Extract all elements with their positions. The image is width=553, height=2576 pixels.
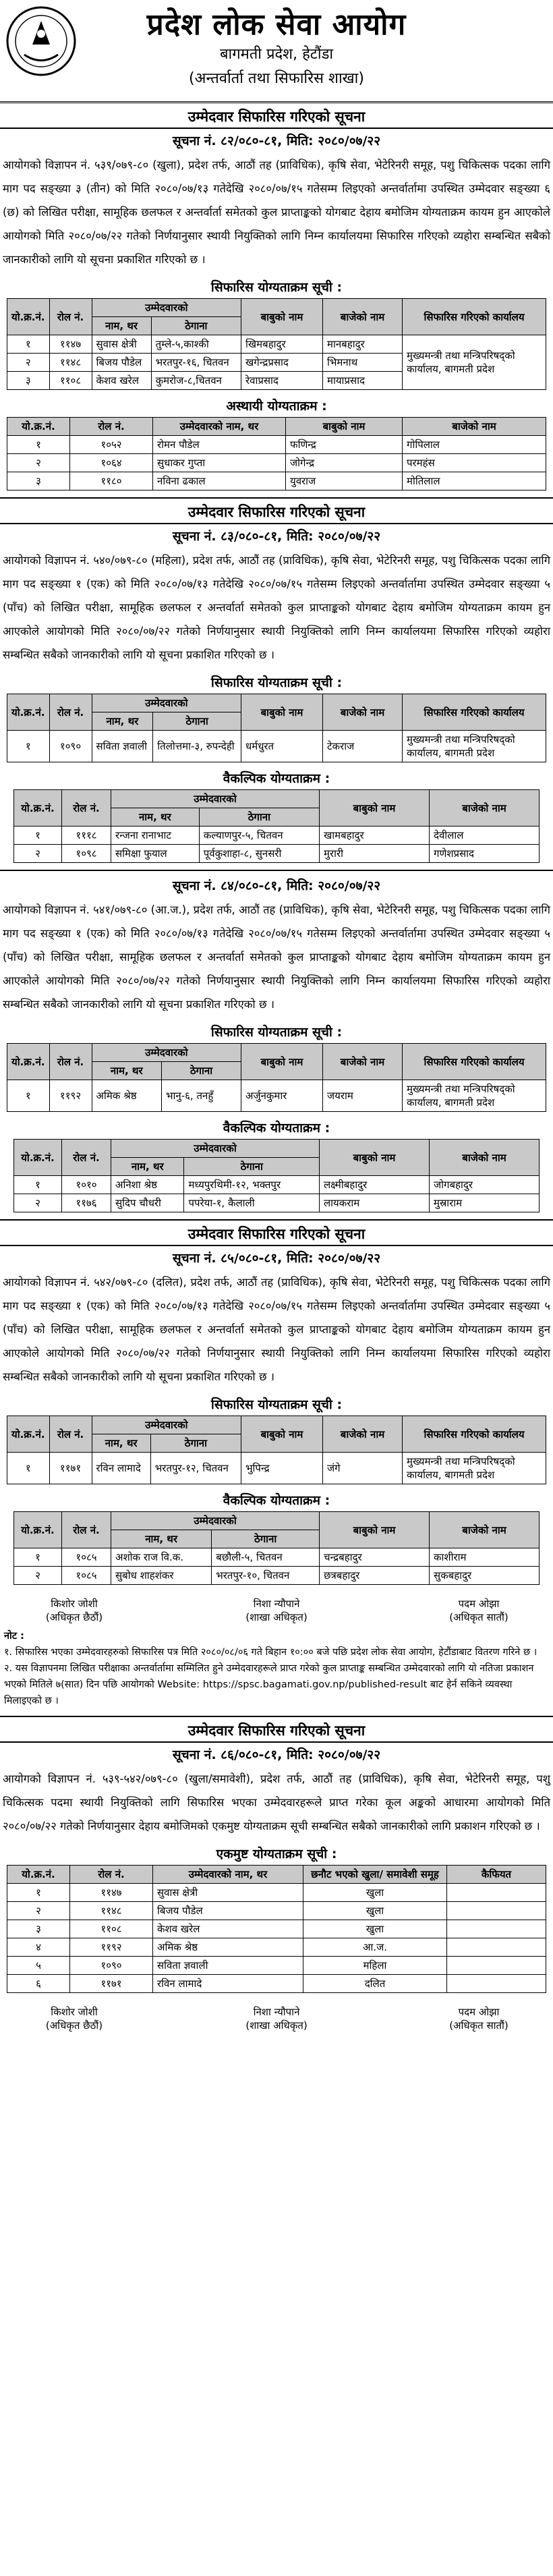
table-row [7, 1957, 546, 1975]
col-grandfather: बाजेको नाम [323, 1416, 403, 1453]
table-row [14, 827, 540, 845]
cell-roll: ११९२ [70, 1938, 153, 1957]
col-father: बाबुको नाम [320, 790, 430, 827]
signature-row [7, 2005, 546, 2032]
col-sn: यो.क्र.नं. [14, 1140, 62, 1176]
cell-sn: १ [7, 1884, 70, 1902]
notice-title: उम्मेदवार सिफारिस गरिएको सूचना [187, 109, 366, 125]
notice-paragraph: आयोगको विज्ञापन नं. ५३९/०७९-८० (खुला), प्रदेश तर्फ, आठौं तह (प्राविधिक), कृषि सेवा, भेटेरिनरी समूह, पशु चिकित्सक पदका लागि माग पद सङ्ख्या ३ (तीन) को मिति २०८०/०७/१३ गतेदेखि २०८०/०७/१५ गतेसम्म लिइएको अन्तर्वार्तामा उपस्थित उम्मेदवार सङ्ख्या ६ (छ) को लिखित परीक्षा, सामूहिक छलफल र अन्तर्वार्ता समेतको कुल प्राप्ताङ्कको योगबाट देहाय बमोजिम योग्यताक्रम कायम हुन आएकोले आयोगको मिति २०८०/०७/२२ गतेको निर्णयानुसार स्थायी नियुक्तिको लागि निम्न कार्यालयमा सिफारिस गरिएको व्यहोरा सम्बन्धित सबैको जानकारीको लागि यो सूचना प्रकाशित गरिएको छ । [3, 159, 550, 266]
cell-address: कुमरोज-८,चितवन [151, 372, 241, 390]
cell-category: दलित [303, 1975, 447, 1993]
col-candidate: उम्मेदवारको [92, 694, 241, 712]
cell-sn: १ [7, 731, 50, 762]
col-candidate: उम्मेदवारको [111, 790, 320, 808]
divider [0, 1245, 553, 1246]
notice-number: सूचना नं. ८२/०८०-८१, मिति: २०८०/०७/२२ [172, 134, 381, 148]
col-name: नाम, थर [111, 1158, 184, 1176]
table-caption: सिफारिस योग्यताक्रम सूची : [210, 1397, 343, 1412]
signature-block [7, 2005, 142, 2032]
notice-83 [0, 503, 553, 871]
col-candidate: उम्मेदवारको [92, 1044, 241, 1062]
cell-sn: १ [14, 1548, 62, 1567]
col-roll: रोल नं. [49, 694, 92, 731]
table-row [7, 731, 546, 762]
cell-father: खगेन्द्रप्रसाद [241, 354, 323, 372]
temporary-merit-table [7, 417, 546, 491]
cell-category: खुला [303, 1920, 447, 1938]
signatory-name: निशा न्यौपाने [253, 1598, 300, 1610]
alternate-merit-table [13, 789, 540, 863]
table-header-row [14, 1512, 540, 1530]
cell-father: लक्ष्मीबहादुर [320, 1176, 430, 1194]
cell-sn: २ [14, 1567, 62, 1585]
col-father: बाबुको नाम [241, 694, 323, 731]
cell-grandfather: देवीलाल [430, 827, 540, 845]
cell-address: तिलोत्तमा-३, रुपन्देही [153, 731, 241, 762]
cell-name: रन्जना रानाभाट [111, 827, 200, 845]
cell-father: रेवाप्रसाद [241, 372, 323, 390]
cell-father: चन्द्रबहादुर [320, 1548, 430, 1567]
cell-roll: ११७१ [49, 1453, 92, 1484]
divider [0, 523, 553, 524]
notice-number: सूचना नं. ८५/०८०-८१, मिति: २०८०/०७/२२ [172, 1251, 381, 1266]
cell-sn: ३ [7, 472, 70, 491]
cell-remarks [447, 1975, 546, 1993]
combined-merit-table [7, 1865, 546, 1993]
col-grandfather: बाजेको नाम [430, 790, 540, 827]
table-header-row [7, 299, 546, 317]
note-item: २. यस विज्ञापनमा लिखित परीक्षाका अन्तर्वार्तामा सम्मिलित हुने उम्मेदवारहरूले प्राप्त गरेको कुल प्राप्ताङ्क सम्बन्धित उम्मेदवारको लागि यो नतिजा प्रकाशन भएको मितिले ७(सात) दिन पछि आयोगको Website: https://spsc.bagamati.gov.np/published-result बाट हेर्न सकिने व्यवस्था मिलाइएको छ । [4, 1663, 534, 1706]
cell-name: सुवास क्षेत्री [92, 335, 151, 354]
table-row [14, 845, 540, 863]
notice-85 [0, 1225, 553, 1717]
cell-grandfather: जयराम [323, 1080, 403, 1112]
notice-paragraph: आयोगको विज्ञापन नं. ५४१/०७९-८० (आ.ज.), प्रदेश तर्फ, आठौं तह (प्राविधिक), कृषि सेवा, भेटेरिनरी समूह, पशु चिकित्सक पदका लागि माग पद सङ्ख्या १ (एक) को मिति २०८०/०७/१३ गतेदेखि २०८०/०७/१५ गतेसम्म लिइएको अन्तर्वार्तामा उपस्थित उम्मेदवार सङ्ख्या ५ (पाँच) को लिखित परीक्षा, सामूहिक छलफल र अन्तर्वार्ता समेतको कुल प्राप्ताङ्कको योगबाट देहाय बमोजिम योग्यताक्रम कायम हुन आएकोले आयोगको मिति २०८०/०७/२२ गतेको निर्णयानुसार स्थायी नियुक्तिको लागि निम्न कार्यालयमा सिफारिस गरिएको व्यहोरा सम्बन्धित सबैको जानकारीको लागि यो सूचना प्रकाशित गरिएको छ । [3, 903, 550, 1011]
table-row [7, 335, 546, 354]
recommendation-table [7, 694, 546, 762]
cell-sn: २ [14, 845, 62, 863]
cell-roll: १०९० [70, 1957, 153, 1975]
col-candidate: उम्मेदवारको [92, 1416, 241, 1434]
cell-address: पपरेया-१, कैलाली [184, 1194, 320, 1212]
cell-category: खुला [303, 1884, 447, 1902]
col-roll: रोल नं. [49, 1044, 92, 1080]
cell-roll: १११८ [62, 827, 111, 845]
table-row [14, 1194, 540, 1212]
cell-office: मुख्यमन्त्री तथा मन्त्रिपरिषद्को कार्यालय, बागमती प्रदेश [403, 1453, 546, 1484]
cell-father: लायकराम [320, 1194, 430, 1212]
cell-sn: १ [14, 827, 62, 845]
col-category: छनौट भएको खुला/ समावेशी समूह [303, 1866, 447, 1884]
cell-father: फणिन्द्र [286, 436, 403, 454]
notice-paragraph: आयोगको विज्ञापन नं. ५४०/०७९-८० (महिला), प्रदेश तर्फ, आठौं तह (प्राविधिक), कृषि सेवा, भेटेरिनरी समूह, पशु चिकित्सक पदका लागि माग पद सङ्ख्या १ (एक) को मिति २०८०/०७/१३ गतेदेखि २०८०/०७/१५ गतेसम्म लिइएको अन्तर्वार्तामा उपस्थित उम्मेदवार सङ्ख्या ५ (पाँच) को लिखित परीक्षा, सामूहिक छलफल र अन्तर्वार्ता समेतको कुल प्राप्ताङ्कको योगबाट देहाय बमोजिम योग्यताक्रम कायम हुन आएकोले आयोगको मिति २०८०/०७/२२ गतेको निर्णयानुसार स्थायी नियुक्तिको लागि निम्न कार्यालयमा सिफारिस गरिएको व्यहोरा सम्बन्धित सबैको जानकारीको लागि यो सूचना प्रकाशित गरिएको छ । [3, 554, 550, 661]
notice-title: उम्मेदवार सिफारिस गरिएको सूचना [187, 504, 366, 520]
table-header-row [7, 1416, 546, 1434]
cell-sn: ३ [7, 1920, 70, 1938]
province-line: बागमती प्रदेश, हेटौंडा [219, 46, 334, 63]
cell-office: मुख्यमन्त्री तथा मन्त्रिपरिषद्को कार्यालय, बागमती प्रदेश [403, 1080, 546, 1112]
cell-name: समिक्षा फुयाल [111, 845, 200, 863]
cell-address: मध्यपुरथिमी-१२, भक्तपुर [184, 1176, 320, 1194]
cell-grandfather: जोगबहादुर [430, 1176, 540, 1194]
col-father: बाबुको नाम [320, 1140, 430, 1176]
table-row [7, 1920, 546, 1938]
cell-address: पूर्वकुशाहा-८, सुनसरी [199, 845, 319, 863]
table-row [7, 454, 546, 472]
notice-number: सूचना नं. ८४/०८०-८१, मिति: २०८०/०७/२२ [172, 878, 381, 893]
cell-father: खामबहादुर [320, 827, 430, 845]
col-roll: रोल नं. [62, 1140, 111, 1176]
notice-title: उम्मेदवार सिफारिस गरिएको सूचना [187, 1723, 366, 1739]
cell-father: भुपिन्द्र [241, 1453, 323, 1484]
cell-roll: ११४७ [49, 335, 92, 354]
cell-remarks [447, 1920, 546, 1938]
cell-address: तुम्ले-५,काश्की [151, 335, 241, 354]
cell-grandfather: सुकबहादुर [430, 1567, 540, 1585]
cell-roll: १०९८ [62, 845, 111, 863]
cell-grandfather: गोपिलाल [403, 436, 546, 454]
cell-address: भरतपुर-१०, चितवन [212, 1567, 320, 1585]
table-caption: सिफारिस योग्यताक्रम सूची : [210, 1025, 343, 1040]
notes-block [4, 1628, 549, 1709]
col-name: नाम, थर [92, 712, 153, 731]
table-row [7, 472, 546, 491]
signature-block [411, 1597, 546, 1624]
cell-grandfather: गणेशप्रसाद [430, 845, 540, 863]
signatory-role: (अधिकृत सातौं) [449, 1611, 508, 1623]
cell-remarks [447, 1884, 546, 1902]
cell-roll: १०६४ [70, 454, 153, 472]
cell-roll: ११०८ [49, 372, 92, 390]
col-address: ठेगाना [161, 1062, 241, 1080]
divider [0, 1741, 553, 1743]
cell-grandfather: परमहंस [403, 454, 546, 472]
cell-name: बिजय पौडेल [153, 1902, 303, 1920]
cell-address: भानु-६, तनहुँ [161, 1080, 241, 1112]
cell-address: बछौली-५, चितवन [212, 1548, 320, 1567]
table-row [7, 1884, 546, 1902]
col-name: उम्मेदवारको नाम, थर [153, 418, 286, 436]
signatory-name: किशोर जोशी [51, 2006, 98, 2018]
branch-line: (अन्तर्वार्ता तथा सिफारिस शाखा) [189, 70, 364, 87]
cell-sn: १ [7, 1080, 50, 1112]
table-row [14, 1567, 540, 1585]
divider [0, 128, 553, 129]
cell-roll: ११४८ [70, 1902, 153, 1920]
col-sn: यो.क्र.नं. [7, 1866, 70, 1884]
col-address: ठेगाना [150, 1434, 241, 1453]
col-grandfather: बाजेको नाम [323, 299, 403, 335]
cell-name: सुधाकर गुप्ता [153, 454, 286, 472]
cell-name: अनिशा श्रेष्ठ [111, 1176, 184, 1194]
cell-office: मुख्यमन्त्री तथा मन्त्रिपरिषद्को कार्यालय, बागमती प्रदेश [403, 335, 546, 390]
cell-category: खुला [303, 1902, 447, 1920]
notice-title: उम्मेदवार सिफारिस गरिएको सूचना [187, 1226, 366, 1242]
cell-sn: १ [14, 1176, 62, 1194]
cell-roll: ११४७ [70, 1884, 153, 1902]
col-grandfather: बाजेको नाम [430, 1140, 540, 1176]
table-header-row [7, 1044, 546, 1062]
cell-name: रोमन पौडेल [153, 436, 286, 454]
cell-father: मुरारी [320, 845, 430, 863]
cell-category: महिला [303, 1957, 447, 1975]
note-item: १. सिफारिस भएका उम्मेदवारहरुको सिफारिस पत्र मिति २०८०/०८/०६ गते बिहान १०:०० बजे पछि प्रदेश लोक सेवा आयोग, हेटौंडाबाट वितरण गरिने छ । [4, 1647, 537, 1658]
notice-84 [0, 876, 553, 1221]
cell-father: अर्जुनकुमार [241, 1080, 323, 1112]
notice-86 [0, 1721, 553, 2039]
col-father: बाबुको नाम [320, 1512, 430, 1548]
col-name: नाम, थर [111, 1530, 212, 1548]
cell-roll: १०८५ [62, 1548, 111, 1567]
notice-paragraph: आयोगको विज्ञापन नं. ५४२/०७९-८० (दलित), प्रदेश तर्फ, आठौं तह (प्राविधिक), कृषि सेवा, भेटेरिनरी समूह, पशु चिकित्सक पदका लागि माग पद सङ्ख्या १ (एक) को मिति २०८०/०७/१३ गतेदेखि २०८०/०७/१५ गतेसम्म लिइएको अन्तर्वार्तामा उपस्थित उम्मेदवार सङ्ख्या ५ (पाँच) को लिखित परीक्षा, सामूहिक छलफल र अन्तर्वार्ता समेतको कुल प्राप्ताङ्कको योगबाट देहाय बमोजिम योग्यताक्रम कायम हुन आएकोले आयोगको मिति २०८०/०७/२२ गतेको निर्णयानुसार स्थायी नियुक्तिको लागि निम्न कार्यालयमा सिफारिस गरिएको व्यहोरा सम्बन्धित सबैको जानकारीको लागि यो सूचना प्रकाशित गरिएको छ । [3, 1276, 550, 1383]
cell-roll: १०९० [49, 731, 92, 762]
signature-block [411, 2005, 546, 2032]
notice-number: सूचना नं. ८३/०८०-८१, मिति: २०८०/०७/२२ [172, 529, 381, 544]
cell-name: सविता ज्ञवाली [153, 1957, 303, 1975]
notice-number: सूचना नं. ८६/०८०-८१, मिति: २०८०/०७/२२ [172, 1747, 381, 1762]
col-address: ठेगाना [184, 1158, 320, 1176]
col-remarks: कैफियत [447, 1866, 546, 1884]
col-grandfather: बाजेको नाम [323, 694, 403, 731]
signatory-role: (शाखा अधिकृत) [245, 2019, 308, 2032]
col-address: ठेगाना [153, 712, 241, 731]
col-roll: रोल नं. [70, 418, 153, 436]
col-candidate: उम्मेदवारको [92, 299, 241, 317]
signatory-role: (अधिकृत सातौं) [449, 2019, 508, 2032]
cell-sn: २ [14, 1194, 62, 1212]
cell-name: सुदिप चौधरी [111, 1194, 184, 1212]
signatory-name: पदम ओझा [458, 2006, 500, 2018]
cell-roll: १०५२ [70, 436, 153, 454]
cell-sn: २ [7, 354, 50, 372]
col-office: सिफारिस गरिएको कार्यालय [403, 299, 546, 335]
col-name: नाम, थर [92, 317, 151, 335]
cell-name: बिजय पौडेल [92, 354, 151, 372]
alt-caption: वैकल्पिक योग्यताक्रम : [223, 1121, 330, 1136]
col-name: नाम, थर [92, 1062, 161, 1080]
table-row [14, 1548, 540, 1567]
cell-address: कल्याणपुर-५, चितवन [199, 827, 319, 845]
cell-roll: ११८० [70, 472, 153, 491]
cell-name: रविन लामादे [153, 1975, 303, 1993]
col-roll: रोल नं. [49, 1416, 92, 1453]
col-sn: यो.क्र.नं. [7, 1044, 50, 1080]
col-sn: यो.क्र.नं. [7, 694, 50, 731]
cell-address: भरतपुर-१६, चितवन [151, 354, 241, 372]
cell-category: आ.ज. [303, 1938, 447, 1957]
table-row [7, 1902, 546, 1920]
cell-sn: २ [7, 454, 70, 472]
cell-grandfather: टेकराज [323, 731, 403, 762]
cell-roll: ११४८ [49, 354, 92, 372]
table-header-row [7, 1866, 546, 1884]
col-candidate: उम्मेदवारको [111, 1512, 320, 1530]
signature-block [209, 2005, 344, 2032]
col-name: नाम, थर [111, 808, 200, 827]
alt-caption: वैकल्पिक योग्यताक्रम : [223, 1493, 330, 1508]
cell-sn: १ [7, 436, 70, 454]
table-row [7, 1453, 546, 1484]
cell-remarks [447, 1957, 546, 1975]
cell-grandfather: मानबहादुर [323, 335, 403, 354]
cell-father: छत्रबहादुर [320, 1567, 430, 1585]
cell-name: नविना ढकाल [153, 472, 286, 491]
cell-grandfather: मोतिलाल [403, 472, 546, 491]
col-office: सिफारिस गरिएको कार्यालय [403, 694, 546, 731]
cell-roll: ११७६ [62, 1194, 111, 1212]
col-grandfather: बाजेको नाम [323, 1044, 403, 1080]
alt-caption: वैकल्पिक योग्यताक्रम : [223, 771, 330, 786]
signature-block [7, 1597, 142, 1624]
col-address: ठेगाना [199, 808, 319, 827]
cell-roll: १०१० [62, 1176, 111, 1194]
table-row [7, 1975, 546, 1993]
cell-grandfather: मायाप्रसाद [323, 372, 403, 390]
table-header-row [7, 694, 546, 712]
notice-82 [0, 107, 553, 499]
cell-remarks [447, 1902, 546, 1920]
signatory-role: (शाखा अधिकृत) [245, 1611, 308, 1623]
col-father: बाबुको नाम [241, 299, 323, 335]
col-sn: यो.क्र.नं. [7, 418, 70, 436]
cell-remarks [447, 1938, 546, 1957]
cell-name: अमिक श्रेष्ठ [92, 1080, 161, 1112]
cell-name: अशोक राज वि.क. [111, 1548, 212, 1567]
table-header-row [14, 1140, 540, 1158]
col-sn: यो.क्र.नं. [7, 1416, 50, 1453]
cell-sn: १ [7, 335, 50, 354]
signatory-role: (अधिकृत छैठौं) [45, 2019, 103, 2032]
cell-father: खिमबहादुर [241, 335, 323, 354]
cell-sn: ६ [7, 1975, 70, 1993]
cell-sn: २ [7, 1902, 70, 1920]
cell-father: जोगेन्द्र [286, 454, 403, 472]
col-roll: रोल नं. [49, 299, 92, 335]
cell-father: युवराज [286, 472, 403, 491]
recommendation-table [7, 1416, 546, 1484]
col-grandfather: बाजेको नाम [430, 1512, 540, 1548]
cell-father: धर्मधुरत [241, 731, 323, 762]
cell-sn: ५ [7, 1957, 70, 1975]
col-roll: रोल नं. [62, 1512, 111, 1548]
col-roll: रोल नं. [70, 1866, 153, 1884]
alternate-merit-table [13, 1511, 540, 1585]
table-header-row [7, 418, 546, 436]
cell-sn: १ [7, 1453, 50, 1484]
table-row [14, 1176, 540, 1194]
signatory-role: (अधिकृत छैठौं) [45, 1611, 103, 1623]
notice-paragraph: आयोगको विज्ञापन नं. ५३९-५४२/०७९-८० (खुला/समावेशी), प्रदेश तर्फ, आठौं तह (प्राविधिक), कृषि सेवा, भेटेरिनरी समूह, पशु चिकित्सक पदमा स्थायी नियुक्तिको लागि सिफारिस भएका उम्मेदवारहरूले प्राप्त गरेका कूल अङ्कको आधारमा आयोगको मिति २०८०/०७/२२ गतेको निर्णयानुसार देहाय बमोजिमको एकमुष्ट योग्यताक्रम सूची सम्बन्धित सबैको जानकारीको लागि प्रकाशन गरिएको छ । [3, 1772, 550, 1832]
cell-name: सुवास क्षेत्री [153, 1884, 303, 1902]
alt-caption: अस्थायी योग्यताक्रम : [226, 399, 327, 414]
signature-row [7, 1597, 546, 1624]
cell-roll: ११०८ [70, 1920, 153, 1938]
notes-label: नोट : [4, 1631, 24, 1642]
cell-grandfather: मुस्राराम [430, 1194, 540, 1212]
table-caption: सिफारिस योग्यताक्रम सूची : [210, 675, 343, 690]
cell-grandfather: भिमनाथ [323, 354, 403, 372]
recommendation-table [7, 1043, 546, 1112]
cell-address: भरतपुर-१२, चितवन [150, 1453, 241, 1484]
cell-sn: ४ [7, 1938, 70, 1957]
cell-name: रविन लामादे [92, 1453, 150, 1484]
cell-roll: १०८५ [62, 1567, 111, 1585]
col-office: सिफारिस गरिएको कार्यालय [403, 1044, 546, 1080]
col-name: उम्मेदवारको नाम, थर [153, 1866, 303, 1884]
cell-name: सुबोध शाहशंकर [111, 1567, 212, 1585]
cell-name: सविता ज्ञवाली [92, 731, 153, 762]
col-sn: यो.क्र.नं. [7, 299, 50, 335]
signatory-name: पदम ओझा [458, 1598, 500, 1610]
table-caption: सिफारिस योग्यताक्रम सूची : [210, 280, 343, 295]
col-name: नाम, थर [92, 1434, 150, 1453]
col-roll: रोल नं. [62, 790, 111, 827]
cell-name: अमिक श्रेष्ठ [153, 1938, 303, 1957]
table-row [7, 436, 546, 454]
col-address: ठेगाना [212, 1530, 320, 1548]
col-father: बाबुको नाम [286, 418, 403, 436]
cell-roll: ११७१ [70, 1975, 153, 1993]
table-caption: एकमुष्ट योग्यताक्रम सूची : [216, 1847, 337, 1861]
cell-grandfather: जंगे [323, 1453, 403, 1484]
signatory-name: निशा न्यौपाने [253, 2006, 300, 2018]
page-title: प्रदेश लोक सेवा आयोग [146, 7, 407, 42]
col-father: बाबुको नाम [241, 1044, 323, 1080]
signatory-name: किशोर जोशी [51, 1598, 98, 1610]
col-sn: यो.क्र.नं. [14, 790, 62, 827]
cell-name: केशव खरेल [92, 372, 151, 390]
alternate-merit-table [13, 1139, 540, 1212]
col-sn: यो.क्र.नं. [14, 1512, 62, 1548]
col-candidate: उम्मेदवारको [111, 1140, 320, 1158]
signature-block [209, 1597, 344, 1624]
col-office: सिफारिस गरिएको कार्यालय [403, 1416, 546, 1453]
col-father: बाबुको नाम [241, 1416, 323, 1453]
table-row [7, 1080, 546, 1112]
table-header-row [14, 790, 540, 808]
page-header [0, 0, 553, 103]
cell-roll: ११९२ [49, 1080, 92, 1112]
cell-grandfather: काशीराम [430, 1548, 540, 1567]
table-row [7, 1938, 546, 1957]
cell-office: मुख्यमन्त्री तथा मन्त्रिपरिषद्को कार्यालय, बागमती प्रदेश [403, 731, 546, 762]
recommendation-table [7, 298, 546, 390]
cell-sn: ३ [7, 372, 50, 390]
cell-name: केशव खरेल [153, 1920, 303, 1938]
col-address: ठेगाना [151, 317, 241, 335]
col-grandfather: बाजेको नाम [403, 418, 546, 436]
